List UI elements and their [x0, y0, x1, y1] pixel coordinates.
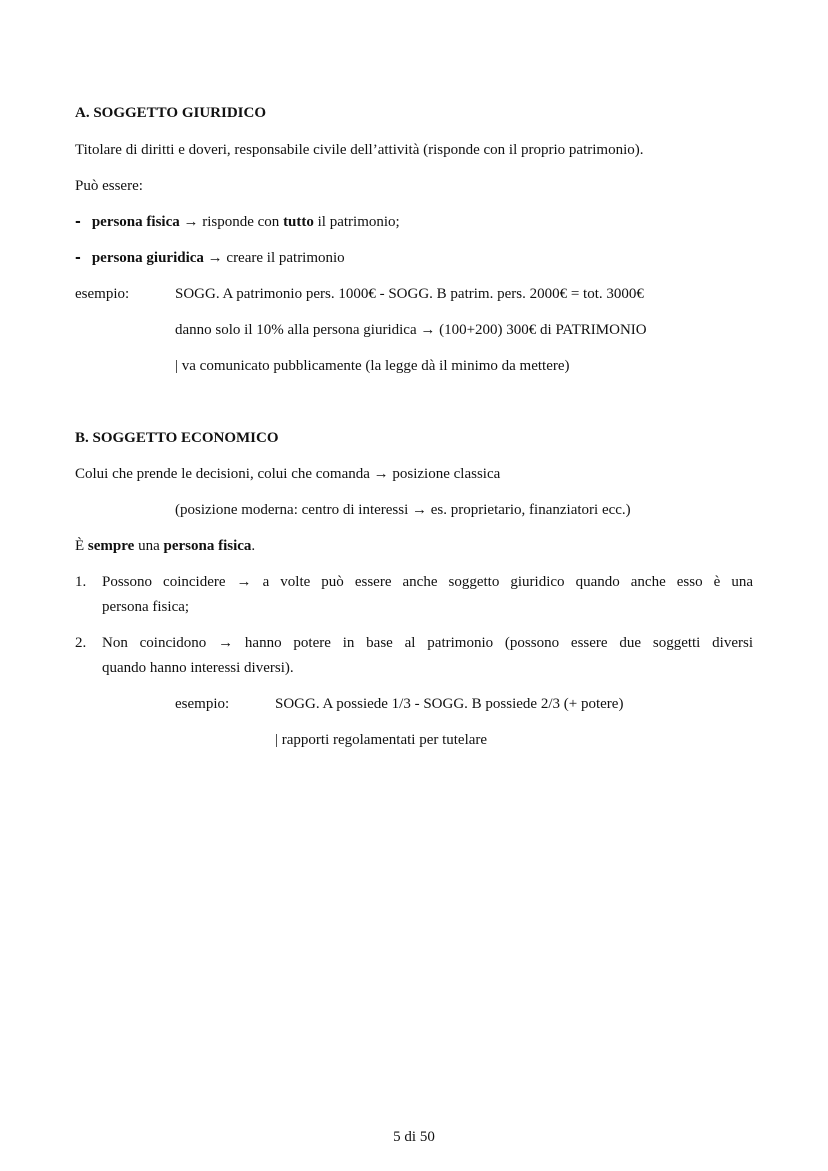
statement-bold: sempre	[87, 538, 135, 554]
section-a-heading: A. SOGGETTO GIURIDICO	[75, 105, 267, 121]
example-label: esempio:	[75, 286, 130, 302]
always-statement	[75, 537, 255, 555]
bullet-text: → risponde con	[179, 214, 284, 230]
numbered-item-number: 2.	[75, 635, 87, 651]
bullet-text: il patrimonio;	[313, 214, 400, 230]
example-label: esempio:	[175, 696, 230, 712]
statement-text: .	[251, 538, 256, 554]
example-line: danno solo il 10% alla persona giuridica → (100+200) 300€ di PATRIMONIO	[175, 322, 647, 338]
bullet-marker: -	[75, 250, 81, 266]
example-line: | rapporti regolamentati per tutelare	[275, 732, 488, 748]
section-b-definition: Colui che prende le decisioni, colui che comanda → posizione classica	[75, 466, 501, 482]
list-item	[75, 213, 400, 231]
section-b-definition-note: (posizione moderna: centro di interessi → es. proprietario, finanziatori ecc.)	[175, 502, 631, 518]
numbered-item-text: Possono coincidere → a volte può essere anche soggetto giuridico quando anche esso è una	[102, 574, 753, 590]
page-number: 5 di 50	[393, 1129, 435, 1145]
example-line: | va comunicato pubblicamente (la legge dà il minimo da mettere)	[175, 358, 570, 374]
bullet-marker: -	[75, 214, 81, 230]
example-line: SOGG. A patrimonio pers. 1000€ - SOGG. B patrim. pers. 2000€ = tot. 3000€	[175, 286, 644, 302]
bullet-text: → creare il patrimonio	[203, 250, 345, 266]
bullet-bold-term: persona fisica	[91, 214, 180, 230]
bullet-bold-term: persona giuridica	[91, 250, 204, 266]
statement-text: È	[75, 538, 88, 554]
numbered-item-text: persona fisica;	[102, 599, 190, 615]
section-b-heading: B. SOGGETTO ECONOMICO	[75, 430, 279, 446]
numbered-item-text: quando hanno interessi diversi).	[102, 660, 294, 676]
section-a-intro: Può essere:	[75, 178, 143, 194]
statement-text: una	[134, 538, 164, 554]
numbered-item-text: Non coincidono → hanno potere in base al patrimonio (possono essere due soggetti diversi	[102, 635, 753, 651]
statement-bold: persona fisica	[163, 538, 252, 554]
example-line: SOGG. A possiede 1/3 - SOGG. B possiede 2/3 (+ potere)	[275, 696, 624, 712]
list-item	[75, 249, 345, 267]
bullet-bold-word: tutto	[283, 214, 314, 230]
section-a-definition: Titolare di diritti e doveri, responsabile civile dell’attività (risponde con il proprio patrimonio).	[75, 142, 644, 158]
numbered-item-number: 1.	[75, 574, 87, 590]
